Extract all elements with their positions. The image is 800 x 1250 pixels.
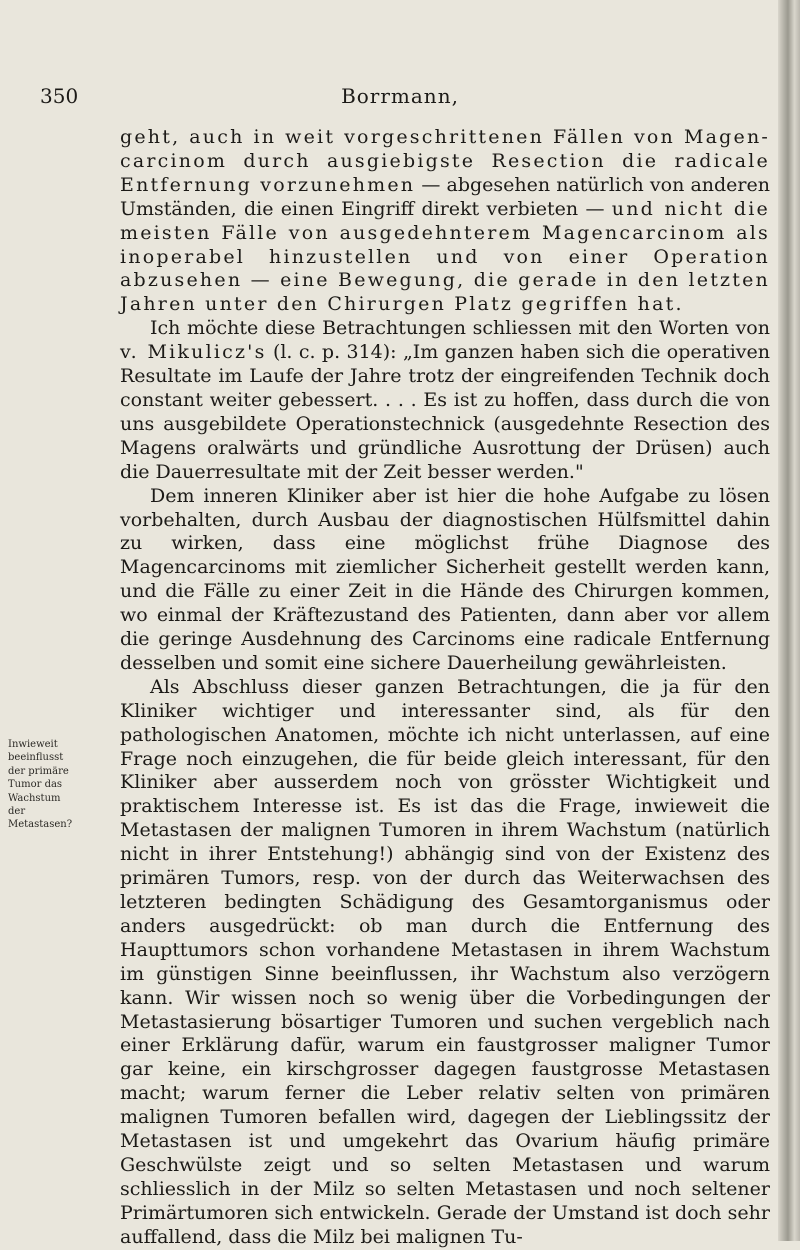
margin-note-line: Wachstum xyxy=(8,792,61,804)
paragraph xyxy=(120,126,770,317)
emphasized-text: v. Mikulicz's xyxy=(120,341,267,364)
page-edge-shadow xyxy=(778,0,800,1241)
emphasized-text: und nicht die meisten Fälle von ausgedehnterem Magencarcinom als inoperabel hinzustellen und von einer Operation abzusehen — eine Bewegung, die gerade in den letzten Jahren unter den Chirurgen Platz gegriffen hat. xyxy=(120,197,770,316)
text-segment: — abgesehen natürlich von anderen Umständen, die einen Eingriff direkt verbieten — xyxy=(120,173,770,220)
body-text xyxy=(120,126,770,1250)
text-segment: Dem inneren Kliniker aber ist hier die hohe Aufgabe zu lösen vorbehalten, durch Ausbau der diagnostischen Hülfsmittel dahin zu wirken, dass eine möglichst frühe Diagnose des Magencarcinoms mit ziemlicher Sicherheit gestellt werden kann, und die Fälle zu einer Zeit in die Hände des Chirurgen kommen, wo einmal der Kräftezustand des Patienten, dann aber vor allem die geringe Ausdehnung des Carcinoms eine radicale Entfernung desselben und somit eine sichere Dauerheilung gewährleisten. xyxy=(120,484,770,674)
page-header xyxy=(40,84,760,114)
margin-note-line: der xyxy=(8,806,26,818)
margin-note xyxy=(8,738,86,832)
text-segment: (l. c. p. 314): „Im ganzen haben sich die operativen Resultate im Laufe der Jahre trotz der eingreifenden Technik doch constant weiter gebessert. . . . Es ist zu hoffen, dass durch die von uns ausgebildete Operationstechnick (ausgedehnte Resection des Magens oralwärts und gründliche Ausrottung der Drüsen) auch die Dauerresultate mit der Zeit besser werden." xyxy=(120,341,770,483)
margin-note-line: beeinflusst xyxy=(8,752,64,764)
paragraph xyxy=(120,676,770,1250)
margin-note-line: Metastasen? xyxy=(8,819,73,831)
running-head: Borrmann, xyxy=(341,84,459,108)
paragraph xyxy=(120,317,770,484)
page-number: 350 xyxy=(40,84,79,108)
emphasized-text: geht, auch in weit vorgeschrittenen Fällen von Magen-carcinom durch ausgiebigste Resection die radicale Entfernung vorzunehmen xyxy=(120,126,770,196)
margin-note-line: Inwieweit xyxy=(8,739,58,750)
margin-note-line: Tumor das xyxy=(8,779,63,791)
text-segment: Ich möchte diese Betrachtungen schliessen mit den Worten von xyxy=(150,317,770,340)
paragraph xyxy=(120,485,770,676)
text-segment: Als Abschluss dieser ganzen Betrachtungen, die ja für den Kliniker wichtiger und interessanter sind, als für den pathologischen Anatomen, möchte ich nicht unterlassen, auf eine Frage noch einzugehen, die für beide gleich interessant, für den Kliniker aber ausserdem noch von grösster Wichtigkeit und praktischem Interesse ist. Es ist das die Frage, inwieweit die Metastasen der malignen Tumoren in ihrem Wachstum (natürlich nicht in ihrer Entstehung!) abhängig sind von der Existenz des primären Tumors, resp. von der durch das Weiterwachsen des letzteren bedingten Schädigung des Gesamtorganismus oder anders ausgedrückt: ob man durch die Entfernung des Haupttumors schon vorhandene Metastasen in ihrem Wachstum im günstigen Sinne beeinflussen, ihr Wachstum also verzögern kann. Wir wissen noch so wenig über die Vorbedingungen der Metastasierung bösartiger Tumoren und suchen vergeblich nach einer Erklärung dafür, warum ein faustgrosser maligner Tumor gar keine, ein kirschgrosser dagegen faustgrosse Metastasen macht; warum ferner die Leber relativ selten von primären malignen Tumoren befallen wird, dagegen der Lieblingssitz der Metastasen ist und umgekehrt das Ovarium häufig primäre Geschwülste zeigt und so selten Metastasen und warum schliesslich in der Milz so selten Metastasen und noch seltener Primärtumoren sich entwickeln. Gerade der Umstand ist doch sehr auffallend, dass die Milz bei malignen Tu- xyxy=(120,675,770,1248)
margin-note-line: der primäre xyxy=(8,765,69,777)
